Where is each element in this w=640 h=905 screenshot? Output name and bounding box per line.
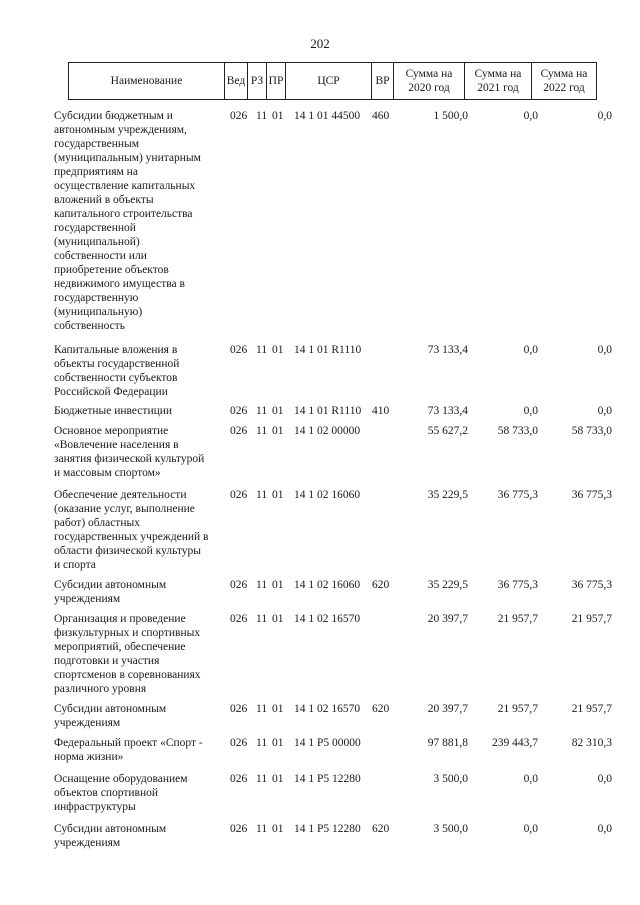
- row-csr: 14 1 01 44500: [294, 110, 361, 122]
- row-vr: 620: [372, 579, 390, 591]
- table-row: [0, 822, 640, 850]
- row-sum-2022: 21 957,7: [571, 613, 612, 625]
- row-rz: 11: [256, 703, 268, 715]
- row-sum-2020: 20 397,7: [427, 613, 468, 625]
- page-number: 202: [310, 36, 330, 51]
- header-ved: Вед: [225, 63, 248, 100]
- row-vr: 410: [372, 405, 390, 417]
- row-vr: 620: [372, 823, 390, 835]
- row-sum-2021: 0,0: [523, 773, 538, 785]
- row-name: Бюджетные инвестиции: [54, 405, 173, 417]
- table-row: [0, 772, 640, 814]
- table-body: [0, 100, 640, 850]
- row-sum-2022: 0,0: [597, 823, 612, 835]
- header-name: Наименование: [69, 63, 225, 100]
- row-pr: 01: [272, 110, 284, 122]
- header-2022: Сумма на 2022 год: [532, 63, 597, 100]
- row-sum-2021: 36 775,3: [497, 489, 538, 501]
- row-vr: 460: [372, 110, 390, 122]
- table-row: [0, 343, 640, 399]
- row-pr: 01: [272, 703, 284, 715]
- row-sum-2021: 21 957,7: [497, 613, 538, 625]
- row-csr: 14 1 02 16570: [294, 703, 361, 715]
- row-ved: 026: [230, 773, 248, 785]
- header-csr: ЦСР: [286, 63, 372, 100]
- row-csr: 14 1 P5 12280: [294, 823, 361, 835]
- row-rz: 11: [256, 489, 268, 501]
- row-name: Организация и проведение физкультурных и спортивных мероприятий, обеспечение подготовки и участия спортсменов в соревнованиях различного уровня: [54, 613, 201, 695]
- row-sum-2022: 0,0: [597, 405, 612, 417]
- row-pr: 01: [272, 613, 284, 625]
- row-name: Оснащение оборудованием объектов спортивной инфраструктуры: [54, 773, 188, 813]
- header-vr: ВР: [372, 63, 394, 100]
- row-sum-2020: 35 229,5: [427, 489, 468, 501]
- row-pr: 01: [272, 405, 284, 417]
- row-sum-2021: 21 957,7: [497, 703, 538, 715]
- row-csr: 14 1 02 16060: [294, 489, 361, 501]
- row-csr: 14 1 02 16060: [294, 579, 361, 591]
- row-name: Федеральный проект «Спорт - норма жизни»: [54, 737, 203, 763]
- row-name: Субсидии автономным учреждениям: [54, 703, 167, 729]
- table-row: [0, 612, 640, 696]
- row-ved: 026: [230, 613, 248, 625]
- row-sum-2020: 97 881,8: [427, 737, 468, 749]
- row-name: Субсидии бюджетным и автономным учреждениям, государственным (муниципальным) унитарным предприятиям на осуществление капитальных вложений в объекты капитального строительства государственной (муниципальной) собственности или приобретение объектов недвижимого имущества в государственную (муниципальную) собственность: [54, 110, 201, 332]
- row-rz: 11: [256, 613, 268, 625]
- row-csr: 14 1 P5 00000: [294, 737, 361, 749]
- row-sum-2020: 55 627,2: [427, 425, 468, 437]
- row-sum-2022: 58 733,0: [571, 425, 612, 437]
- row-pr: 01: [272, 344, 284, 356]
- row-rz: 11: [256, 823, 268, 835]
- row-csr: 14 1 01 R1110: [294, 344, 362, 356]
- table-row: [0, 109, 640, 333]
- row-sum-2021: 0,0: [523, 405, 538, 417]
- table-row: [0, 424, 640, 480]
- row-sum-2021: 239 443,7: [492, 737, 538, 749]
- row-sum-2021: 0,0: [523, 110, 538, 122]
- row-ved: 026: [230, 823, 248, 835]
- row-name: Обеспечение деятельности (оказание услуг, выполнение работ) областных государственных учреждений в области физической культуры и спорта: [54, 489, 209, 571]
- row-sum-2020: 3 500,0: [433, 823, 468, 835]
- table-row: [0, 404, 640, 418]
- row-sum-2022: 0,0: [597, 773, 612, 785]
- table-header: [68, 62, 597, 100]
- row-csr: 14 1 02 00000: [294, 425, 361, 437]
- row-ved: 026: [230, 703, 248, 715]
- row-csr: 14 1 02 16570: [294, 613, 361, 625]
- row-rz: 11: [256, 344, 268, 356]
- row-pr: 01: [272, 737, 284, 749]
- table-row: [0, 578, 640, 606]
- header-2021: Сумма на 2021 год: [465, 63, 532, 100]
- table-row: [0, 702, 640, 730]
- row-sum-2021: 36 775,3: [497, 579, 538, 591]
- header-rz: РЗ: [248, 63, 267, 100]
- row-pr: 01: [272, 823, 284, 835]
- row-sum-2022: 0,0: [597, 344, 612, 356]
- row-ved: 026: [230, 425, 248, 437]
- row-sum-2021: 0,0: [523, 344, 538, 356]
- table-row: [0, 488, 640, 572]
- row-vr: 620: [372, 703, 390, 715]
- header-2020: Сумма на 2020 год: [394, 63, 465, 100]
- row-sum-2020: 20 397,7: [427, 703, 468, 715]
- row-ved: 026: [230, 344, 248, 356]
- row-rz: 11: [256, 425, 268, 437]
- row-pr: 01: [272, 489, 284, 501]
- row-ved: 026: [230, 579, 248, 591]
- row-rz: 11: [256, 405, 268, 417]
- row-name: Капитальные вложения в объекты государственной собственности субъектов Российской Федерации: [54, 344, 180, 398]
- row-rz: 11: [256, 737, 268, 749]
- row-sum-2021: 58 733,0: [497, 425, 538, 437]
- row-sum-2022: 0,0: [597, 110, 612, 122]
- row-sum-2022: 82 310,3: [571, 737, 612, 749]
- row-sum-2022: 36 775,3: [571, 489, 612, 501]
- row-csr: 14 1 01 R1110: [294, 405, 362, 417]
- row-pr: 01: [272, 579, 284, 591]
- row-sum-2020: 73 133,4: [427, 344, 468, 356]
- row-name: Основное мероприятие «Вовлечение населения в занятия физической культурой и массовым спортом»: [54, 425, 205, 479]
- row-sum-2022: 36 775,3: [571, 579, 612, 591]
- row-rz: 11: [256, 110, 268, 122]
- row-sum-2020: 35 229,5: [427, 579, 468, 591]
- row-csr: 14 1 P5 12280: [294, 773, 361, 785]
- table-row: [0, 736, 640, 764]
- row-ved: 026: [230, 405, 248, 417]
- row-ved: 026: [230, 737, 248, 749]
- row-sum-2020: 3 500,0: [433, 773, 468, 785]
- row-sum-2021: 0,0: [523, 823, 538, 835]
- row-name: Субсидии автономным учреждениям: [54, 579, 167, 605]
- row-sum-2020: 73 133,4: [427, 405, 468, 417]
- row-rz: 11: [256, 773, 268, 785]
- row-pr: 01: [272, 773, 284, 785]
- row-rz: 11: [256, 579, 268, 591]
- row-sum-2022: 21 957,7: [571, 703, 612, 715]
- row-sum-2020: 1 500,0: [433, 110, 468, 122]
- header-pr: ПР: [267, 63, 286, 100]
- row-ved: 026: [230, 489, 248, 501]
- row-name: Субсидии автономным учреждениям: [54, 823, 167, 849]
- row-ved: 026: [230, 110, 248, 122]
- row-pr: 01: [272, 425, 284, 437]
